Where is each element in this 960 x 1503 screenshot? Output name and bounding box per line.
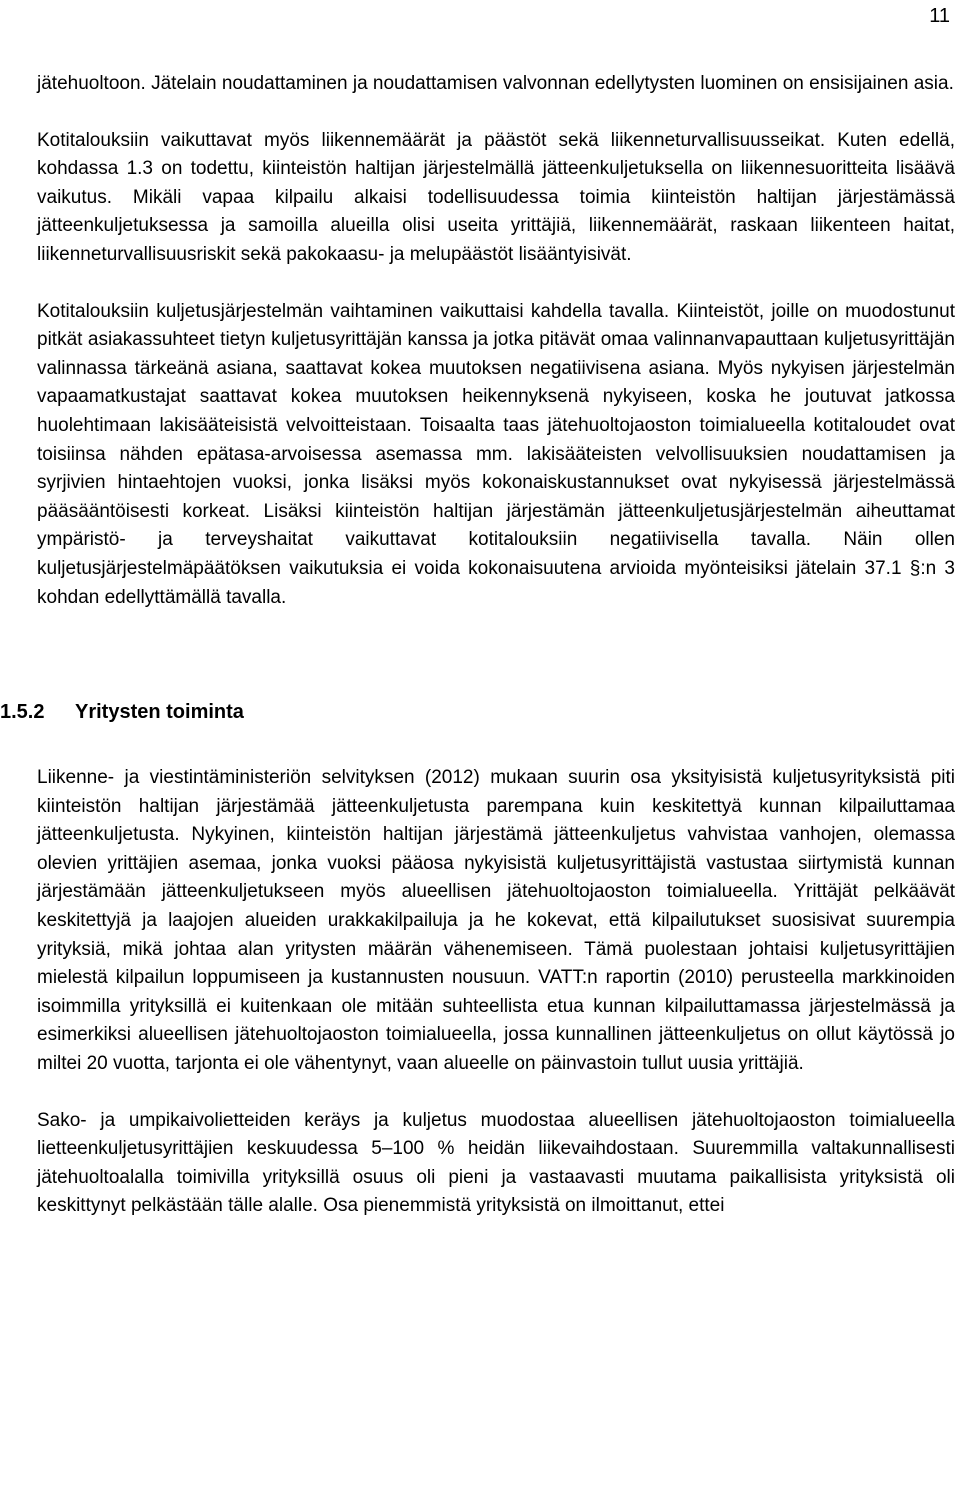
- section-title: Yritysten toiminta: [75, 701, 244, 724]
- paragraph-3: Kotitalouksiin kuljetusjärjestelmän vaihtaminen vaikuttaisi kahdella tavalla. Kiinteistöt, joille on muodostunut pitkät asiakassuhteet tietyn kuljetusyrittäjän kanssa ja jotka pitävät omaa valinnanvapauttaan kuljetusyrittäjän valinnassa tärkeänä asiana, saattavat kokea muutoksen negatiivisena asiana. Myös nykyisen järjestelmän vapaamatkustajat saattavat kokea muutoksen heikennyksenä nykyiseen, koska he joutuvat jatkossa huolehtimaan lakisääteisistä velvoitteistaan. Toisaalta taas jätehuoltojaoston toimialueella kotitaloudet ovat toisiinsa nähden epätasa-arvoisessa asemassa mm. lakisääteisten velvollisuuksien noudattamisen ja syrjivien hintaehtojen vuoksi, jonka lisäksi myös kokonaiskustannukset ovat nykyisessä järjestelmässä pääsääntöisesti korkeat. Lisäksi kiinteistön haltijan järjestämän jätteenkuljetusjärjestelmän aiheuttamat ympäristö- ja terveyshaitat vaikuttavat kotitalouksiin negatiivisella tavalla. Näin ollen kuljetusjärjestelmäpäätöksen vaikutuksia ei voida kokonaisuutena arvioida myönteisiksi jätelain 37.1 §:n 3 kohdan edellyttämällä tavalla.: [37, 300, 955, 608]
- paragraph-4: Liikenne- ja viestintäministeriön selvityksen (2012) mukaan suurin osa yksityisistä kuljetusyrityksistä piti kiinteistön haltijan järjestämää jätteenkuljetusta parempana kuin keskitettyä kunnan kilpailuttamaa jätteenkuljetusta. Nykyinen, kiinteistön haltijan järjestämä jätteenkuljetus vahvistaa vanhojen, olemassa olevien yrittäjien asemaa, jonka vuoksi pääosa nykyisistä kuljetusyrittäjistä vastustaa siirtymistä kunnan järjestämään jätteenkuljetukseen myös alueellisen jätehuoltojaoston toimialueella. Yrittäjät pelkäävät keskitettyjä ja laajojen alueiden urakkakilpailuja ja he kokevat, että kilpailutukset suosisivat suurempia yrityksiä, mikä johtaa alan yritysten määrän vähenemiseen. Tämä puolestaan johtaisi kuljetusyrittäjien mielestä kilpailun loppumiseen ja kustannusten nousuun. VATT:n raportin (2010) perusteella markkinoiden isoimmilla yrityksillä ei kuitenkaan ole mitään suhteellista etua kunnan kilpailuttamassa järjestelmässä ja esimerkiksi alueellisen jätehuoltojaoston toimialueella, jossa kunnallinen jätteenkuljetus on ollut käytössä jo miltei 20 vuotta, tarjonta ei ole vähentynyt, vaan alueelle on päinvastoin tullut uusia yrittäjiä.: [37, 767, 955, 1075]
- document-body: [0, 70, 955, 1221]
- paragraph-5: Sako- ja umpikaivolietteiden keräys ja kuljetus muodostaa alueellisen jätehuoltojaoston toimialueella lietteenkuljetusyrittäjien keskuudessa 5–100 % heidän liikevaihdostaan. Suuremmilla valtakunnallisesti jätehuoltoalalla toimivilla yrityksillä osuus oli pieni ja vastaavasti muutama paikallisista yrityksistä oli keskittynyt pelkästään tälle alalle. Osa pienemmistä yrityksistä on ilmoittanut, ettei: [37, 1109, 955, 1217]
- paragraph-2: Kotitalouksiin vaikuttavat myös liikennemäärät ja päästöt sekä liikenneturvallisuusseikat. Kuten edellä, kohdassa 1.3 on todettu, kiinteistön haltijan järjestelmällä jätteenkuljetuksella on liikennesuoritteita lisäävä vaikutus. Mikäli vapaa kilpailu alkaisi todellisuudessa toimia kiinteistön haltijan järjestämässä jätteenkuljetuksessa ja samoilla alueilla olisi useita yrittäjiä, liikennemäärät, raskaan liikenteen haitat, liikenneturvallisuusriskit sekä pakokaasu- ja melupäästöt lisääntyisivät.: [37, 129, 955, 265]
- section-heading: [0, 698, 955, 726]
- section-number: 1.5.2: [0, 701, 45, 724]
- page-number: 11: [929, 5, 950, 27]
- paragraph-1: jätehuoltoon. Jätelain noudattaminen ja noudattamisen valvonnan edellytysten luominen on ensisijainen asia.: [37, 73, 954, 94]
